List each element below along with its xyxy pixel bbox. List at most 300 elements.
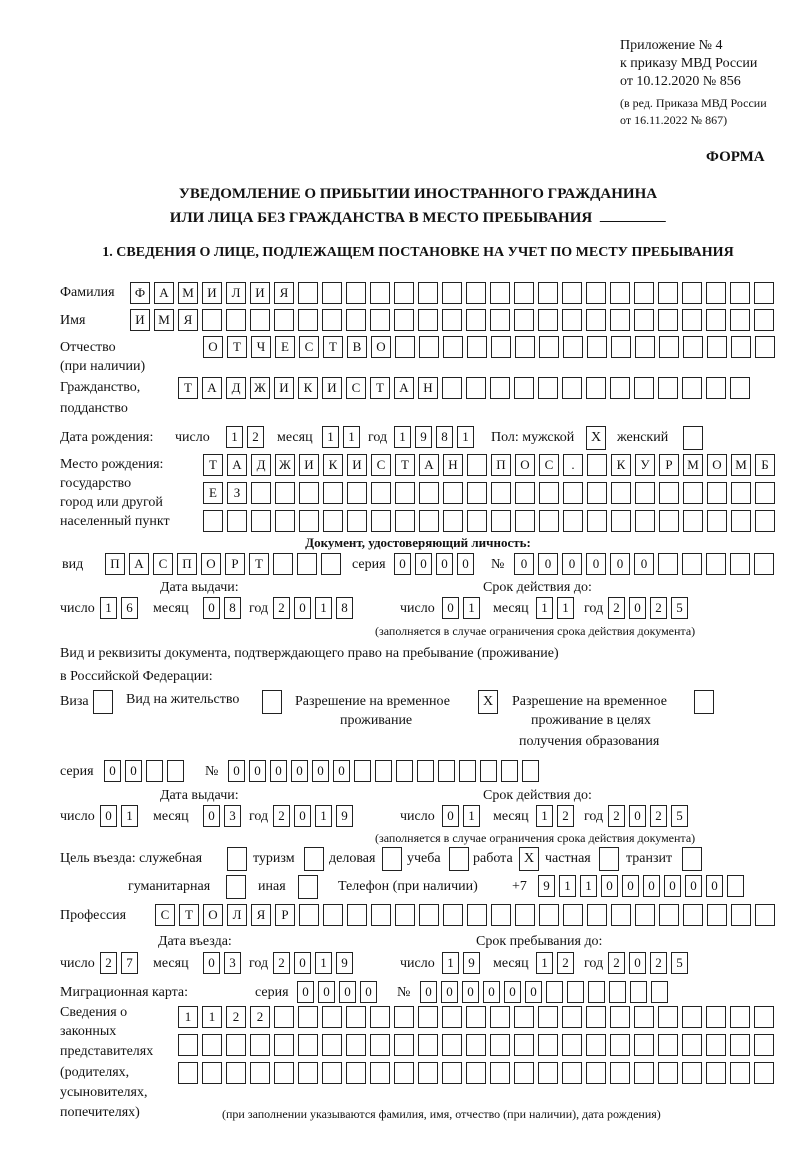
char-box[interactable]: 1 (100, 597, 117, 619)
char-box[interactable]: 1 (463, 597, 480, 619)
char-box[interactable]: 0 (562, 553, 582, 575)
char-box[interactable] (466, 377, 486, 399)
name-field[interactable] (130, 309, 774, 331)
char-box[interactable]: 1 (315, 597, 332, 619)
char-box[interactable] (682, 1006, 702, 1028)
char-box[interactable] (754, 282, 774, 304)
char-box[interactable] (442, 377, 462, 399)
char-box[interactable] (322, 1006, 342, 1028)
char-box[interactable] (322, 282, 342, 304)
char-box[interactable]: И (322, 377, 342, 399)
char-box[interactable]: 9 (336, 952, 353, 974)
char-box[interactable]: 0 (249, 760, 266, 782)
char-box[interactable]: М (683, 454, 703, 476)
char-box[interactable] (491, 510, 511, 532)
char-box[interactable] (651, 981, 668, 1003)
birthplace-field-row-2[interactable] (203, 482, 775, 504)
char-box[interactable] (443, 904, 463, 926)
stay-issue-day-field[interactable] (100, 805, 138, 827)
char-box[interactable]: П (491, 454, 511, 476)
char-box[interactable]: Д (226, 377, 246, 399)
patronymic-field[interactable] (203, 336, 775, 358)
char-box[interactable] (490, 1034, 510, 1056)
doc-valid-year-field[interactable] (608, 597, 688, 619)
char-box[interactable] (539, 336, 559, 358)
char-box[interactable]: О (371, 336, 391, 358)
char-box[interactable]: Р (275, 904, 295, 926)
char-box[interactable] (730, 1006, 750, 1028)
char-box[interactable] (442, 1006, 462, 1028)
char-box[interactable] (586, 1034, 606, 1056)
doc-issue-day-field[interactable] (100, 597, 138, 619)
until-year-field[interactable] (608, 952, 688, 974)
char-box[interactable] (562, 309, 582, 331)
stay-issue-month-field[interactable] (203, 805, 241, 827)
char-box[interactable] (346, 1006, 366, 1028)
char-box[interactable] (586, 309, 606, 331)
char-box[interactable]: 2 (608, 805, 625, 827)
char-box[interactable]: 0 (514, 553, 534, 575)
char-box[interactable] (609, 981, 626, 1003)
char-box[interactable] (514, 282, 534, 304)
char-box[interactable]: 1 (580, 875, 597, 897)
char-box[interactable] (754, 309, 774, 331)
char-box[interactable] (346, 282, 366, 304)
char-box[interactable]: К (323, 454, 343, 476)
char-box[interactable]: 1 (394, 426, 411, 448)
char-box[interactable]: 0 (622, 875, 639, 897)
char-box[interactable]: 1 (536, 805, 553, 827)
char-box[interactable] (347, 482, 367, 504)
char-box[interactable]: 5 (671, 597, 688, 619)
char-box[interactable] (706, 1006, 726, 1028)
residence-permit-checkbox[interactable] (262, 690, 282, 714)
char-box[interactable]: Ж (275, 454, 295, 476)
char-box[interactable] (610, 309, 630, 331)
migration-number-field[interactable] (420, 981, 668, 1003)
char-box[interactable] (501, 760, 518, 782)
char-box[interactable]: А (394, 377, 414, 399)
char-box[interactable] (490, 282, 510, 304)
char-box[interactable] (394, 309, 414, 331)
char-box[interactable] (323, 904, 343, 926)
char-box[interactable]: 0 (685, 875, 702, 897)
char-box[interactable] (515, 336, 535, 358)
stay-valid-day-field[interactable] (442, 805, 480, 827)
char-box[interactable] (683, 336, 703, 358)
char-box[interactable] (707, 336, 727, 358)
char-box[interactable]: 0 (634, 553, 654, 575)
char-box[interactable]: Б (755, 454, 775, 476)
char-box[interactable]: 0 (312, 760, 329, 782)
char-box[interactable]: З (227, 482, 247, 504)
char-box[interactable]: Р (659, 454, 679, 476)
char-box[interactable]: 2 (273, 952, 290, 974)
char-box[interactable] (730, 1034, 750, 1056)
char-box[interactable] (754, 553, 774, 575)
char-box[interactable]: Т (249, 553, 269, 575)
char-box[interactable] (730, 309, 750, 331)
char-box[interactable] (250, 1034, 270, 1056)
char-box[interactable] (395, 482, 415, 504)
char-box[interactable]: 1 (121, 805, 138, 827)
purpose-business-checkbox[interactable] (382, 847, 402, 871)
char-box[interactable]: 0 (294, 805, 311, 827)
char-box[interactable] (467, 510, 487, 532)
char-box[interactable]: 0 (294, 597, 311, 619)
char-box[interactable]: 0 (203, 805, 220, 827)
char-box[interactable]: 0 (610, 553, 630, 575)
char-box[interactable] (418, 1034, 438, 1056)
char-box[interactable]: 1 (322, 426, 339, 448)
char-box[interactable] (539, 482, 559, 504)
char-box[interactable]: 1 (178, 1006, 198, 1028)
char-box[interactable]: Т (370, 377, 390, 399)
char-box[interactable] (586, 1006, 606, 1028)
char-box[interactable]: 7 (121, 952, 138, 974)
char-box[interactable]: 2 (650, 952, 667, 974)
char-box[interactable] (370, 1062, 390, 1084)
char-box[interactable] (682, 1034, 702, 1056)
char-box[interactable] (490, 377, 510, 399)
char-box[interactable]: М (178, 282, 198, 304)
char-box[interactable] (514, 377, 534, 399)
char-box[interactable] (178, 1034, 198, 1056)
char-box[interactable] (394, 1006, 414, 1028)
char-box[interactable]: . (563, 454, 583, 476)
char-box[interactable]: 0 (629, 952, 646, 974)
char-box[interactable]: Т (395, 454, 415, 476)
char-box[interactable]: 2 (557, 952, 574, 974)
char-box[interactable] (658, 1034, 678, 1056)
char-box[interactable] (419, 482, 439, 504)
char-box[interactable]: 0 (586, 553, 606, 575)
char-box[interactable] (375, 760, 392, 782)
purpose-service-checkbox[interactable] (227, 847, 247, 871)
char-box[interactable]: 2 (250, 1006, 270, 1028)
char-box[interactable] (587, 482, 607, 504)
char-box[interactable] (442, 1062, 462, 1084)
char-box[interactable]: О (203, 336, 223, 358)
char-box[interactable] (226, 309, 246, 331)
char-box[interactable] (275, 482, 295, 504)
char-box[interactable]: Д (251, 454, 271, 476)
char-box[interactable]: 0 (297, 981, 314, 1003)
purpose-other-checkbox[interactable] (298, 875, 318, 899)
char-box[interactable]: Л (227, 904, 247, 926)
char-box[interactable] (251, 510, 271, 532)
char-box[interactable] (706, 1034, 726, 1056)
char-box[interactable]: Л (226, 282, 246, 304)
doc-type-field[interactable] (105, 553, 341, 575)
char-box[interactable]: 6 (121, 597, 138, 619)
char-box[interactable] (491, 904, 511, 926)
char-box[interactable]: И (299, 454, 319, 476)
char-box[interactable]: 2 (650, 597, 667, 619)
doc-issue-month-field[interactable] (203, 597, 241, 619)
char-box[interactable] (298, 1034, 318, 1056)
char-box[interactable]: У (635, 454, 655, 476)
char-box[interactable] (755, 510, 775, 532)
char-box[interactable]: Т (178, 377, 198, 399)
char-box[interactable] (146, 760, 163, 782)
char-box[interactable]: 0 (436, 553, 453, 575)
char-box[interactable] (346, 1062, 366, 1084)
dob-day-field[interactable] (226, 426, 264, 448)
char-box[interactable] (754, 1062, 774, 1084)
char-box[interactable] (731, 336, 751, 358)
char-box[interactable] (514, 1034, 534, 1056)
char-box[interactable] (563, 904, 583, 926)
char-box[interactable] (347, 904, 367, 926)
phone-field[interactable] (538, 875, 744, 897)
char-box[interactable]: 2 (273, 805, 290, 827)
char-box[interactable] (442, 1034, 462, 1056)
char-box[interactable] (658, 1062, 678, 1084)
char-box[interactable]: С (371, 454, 391, 476)
dob-month-field[interactable] (322, 426, 360, 448)
char-box[interactable] (635, 904, 655, 926)
char-box[interactable] (394, 1034, 414, 1056)
char-box[interactable] (419, 336, 439, 358)
char-box[interactable] (490, 1006, 510, 1028)
char-box[interactable]: 2 (226, 1006, 246, 1028)
char-box[interactable] (634, 1034, 654, 1056)
char-box[interactable] (459, 760, 476, 782)
char-box[interactable]: И (250, 282, 270, 304)
char-box[interactable] (587, 904, 607, 926)
char-box[interactable]: 0 (360, 981, 377, 1003)
char-box[interactable] (538, 309, 558, 331)
entry-month-field[interactable] (203, 952, 241, 974)
char-box[interactable] (522, 760, 539, 782)
char-box[interactable]: 0 (125, 760, 142, 782)
char-box[interactable] (467, 904, 487, 926)
char-box[interactable] (586, 1062, 606, 1084)
char-box[interactable]: 1 (226, 426, 243, 448)
char-box[interactable] (611, 904, 631, 926)
entry-day-field[interactable] (100, 952, 138, 974)
char-box[interactable] (418, 1006, 438, 1028)
char-box[interactable] (250, 1062, 270, 1084)
char-box[interactable] (659, 336, 679, 358)
char-box[interactable]: 0 (294, 952, 311, 974)
char-box[interactable] (635, 482, 655, 504)
char-box[interactable]: 0 (415, 553, 432, 575)
char-box[interactable]: А (129, 553, 149, 575)
char-box[interactable] (443, 482, 463, 504)
char-box[interactable]: О (203, 904, 223, 926)
char-box[interactable] (370, 309, 390, 331)
char-box[interactable]: Н (418, 377, 438, 399)
char-box[interactable] (562, 282, 582, 304)
char-box[interactable] (515, 510, 535, 532)
char-box[interactable] (203, 510, 223, 532)
char-box[interactable] (395, 510, 415, 532)
char-box[interactable]: 1 (442, 952, 459, 974)
char-box[interactable]: 0 (420, 981, 437, 1003)
surname-field[interactable] (130, 282, 774, 304)
char-box[interactable]: 1 (559, 875, 576, 897)
char-box[interactable]: 0 (525, 981, 542, 1003)
char-box[interactable]: 0 (629, 597, 646, 619)
char-box[interactable] (730, 1062, 750, 1084)
stay-number-field[interactable] (228, 760, 539, 782)
char-box[interactable] (514, 1006, 534, 1028)
char-box[interactable]: 0 (318, 981, 335, 1003)
char-box[interactable]: 0 (504, 981, 521, 1003)
char-box[interactable] (274, 309, 294, 331)
char-box[interactable] (754, 1006, 774, 1028)
char-box[interactable]: 3 (224, 805, 241, 827)
char-box[interactable] (563, 336, 583, 358)
char-box[interactable]: 1 (463, 805, 480, 827)
char-box[interactable] (202, 1062, 222, 1084)
char-box[interactable]: 2 (273, 597, 290, 619)
char-box[interactable] (514, 1062, 534, 1084)
doc-valid-month-field[interactable] (536, 597, 574, 619)
char-box[interactable] (490, 309, 510, 331)
char-box[interactable] (539, 510, 559, 532)
char-box[interactable]: И (130, 309, 150, 331)
char-box[interactable] (538, 1062, 558, 1084)
char-box[interactable] (682, 282, 702, 304)
char-box[interactable] (443, 510, 463, 532)
char-box[interactable] (354, 760, 371, 782)
char-box[interactable] (370, 282, 390, 304)
char-box[interactable] (630, 981, 647, 1003)
char-box[interactable] (323, 482, 343, 504)
char-box[interactable]: 0 (333, 760, 350, 782)
char-box[interactable] (610, 1034, 630, 1056)
char-box[interactable] (538, 377, 558, 399)
char-box[interactable]: 0 (203, 952, 220, 974)
doc-valid-day-field[interactable] (442, 597, 480, 619)
char-box[interactable]: Е (203, 482, 223, 504)
char-box[interactable] (322, 1062, 342, 1084)
char-box[interactable]: 0 (442, 597, 459, 619)
char-box[interactable]: 0 (483, 981, 500, 1003)
char-box[interactable] (683, 482, 703, 504)
char-box[interactable] (634, 309, 654, 331)
char-box[interactable]: 0 (104, 760, 121, 782)
char-box[interactable] (658, 1006, 678, 1028)
char-box[interactable]: 5 (671, 952, 688, 974)
char-box[interactable] (634, 282, 654, 304)
char-box[interactable] (322, 309, 342, 331)
char-box[interactable] (419, 510, 439, 532)
char-box[interactable] (274, 1006, 294, 1028)
char-box[interactable]: 0 (462, 981, 479, 1003)
char-box[interactable] (731, 510, 751, 532)
char-box[interactable]: 1 (315, 805, 332, 827)
char-box[interactable] (706, 377, 726, 399)
char-box[interactable] (539, 904, 559, 926)
purpose-humanitarian-checkbox[interactable] (226, 875, 246, 899)
char-box[interactable] (707, 482, 727, 504)
char-box[interactable] (299, 482, 319, 504)
char-box[interactable]: Я (178, 309, 198, 331)
char-box[interactable] (587, 336, 607, 358)
char-box[interactable] (755, 904, 775, 926)
char-box[interactable] (467, 482, 487, 504)
char-box[interactable] (299, 904, 319, 926)
char-box[interactable] (610, 1006, 630, 1028)
char-box[interactable] (274, 1062, 294, 1084)
char-box[interactable]: 1 (315, 952, 332, 974)
char-box[interactable]: С (155, 904, 175, 926)
char-box[interactable]: 9 (415, 426, 432, 448)
char-box[interactable] (635, 510, 655, 532)
char-box[interactable]: 5 (671, 805, 688, 827)
char-box[interactable]: 0 (270, 760, 287, 782)
char-box[interactable] (417, 760, 434, 782)
char-box[interactable] (658, 553, 678, 575)
char-box[interactable]: С (299, 336, 319, 358)
char-box[interactable]: О (201, 553, 221, 575)
char-box[interactable]: И (347, 454, 367, 476)
char-box[interactable]: О (707, 454, 727, 476)
char-box[interactable] (611, 482, 631, 504)
char-box[interactable]: Е (275, 336, 295, 358)
char-box[interactable] (297, 553, 317, 575)
char-box[interactable]: 0 (339, 981, 356, 1003)
char-box[interactable] (754, 1034, 774, 1056)
char-box[interactable]: А (227, 454, 247, 476)
char-box[interactable]: С (539, 454, 559, 476)
char-box[interactable] (587, 510, 607, 532)
char-box[interactable] (418, 309, 438, 331)
char-box[interactable] (346, 309, 366, 331)
char-box[interactable] (563, 482, 583, 504)
char-box[interactable]: К (298, 377, 318, 399)
char-box[interactable] (250, 309, 270, 331)
char-box[interactable]: М (731, 454, 751, 476)
char-box[interactable] (466, 1006, 486, 1028)
birthplace-field-row-1[interactable] (203, 454, 775, 476)
citizenship-field[interactable] (178, 377, 750, 399)
char-box[interactable] (515, 482, 535, 504)
char-box[interactable] (562, 1006, 582, 1028)
char-box[interactable] (610, 282, 630, 304)
char-box[interactable] (466, 1062, 486, 1084)
char-box[interactable] (682, 309, 702, 331)
char-box[interactable] (298, 1006, 318, 1028)
char-box[interactable] (635, 336, 655, 358)
trp-edu-checkbox[interactable] (694, 690, 714, 714)
char-box[interactable] (298, 282, 318, 304)
char-box[interactable] (707, 510, 727, 532)
char-box[interactable] (538, 1006, 558, 1028)
char-box[interactable]: 8 (224, 597, 241, 619)
char-box[interactable] (659, 510, 679, 532)
char-box[interactable] (562, 1062, 582, 1084)
char-box[interactable]: 0 (706, 875, 723, 897)
char-box[interactable] (634, 377, 654, 399)
char-box[interactable]: Н (443, 454, 463, 476)
char-box[interactable]: А (419, 454, 439, 476)
stay-series-field[interactable] (104, 760, 184, 782)
purpose-study-checkbox[interactable] (449, 847, 469, 871)
char-box[interactable] (658, 377, 678, 399)
char-box[interactable]: 2 (650, 805, 667, 827)
char-box[interactable] (442, 282, 462, 304)
char-box[interactable] (562, 377, 582, 399)
char-box[interactable] (682, 1062, 702, 1084)
char-box[interactable] (634, 1006, 654, 1028)
char-box[interactable] (346, 1034, 366, 1056)
purpose-transit-checkbox[interactable] (682, 847, 702, 871)
